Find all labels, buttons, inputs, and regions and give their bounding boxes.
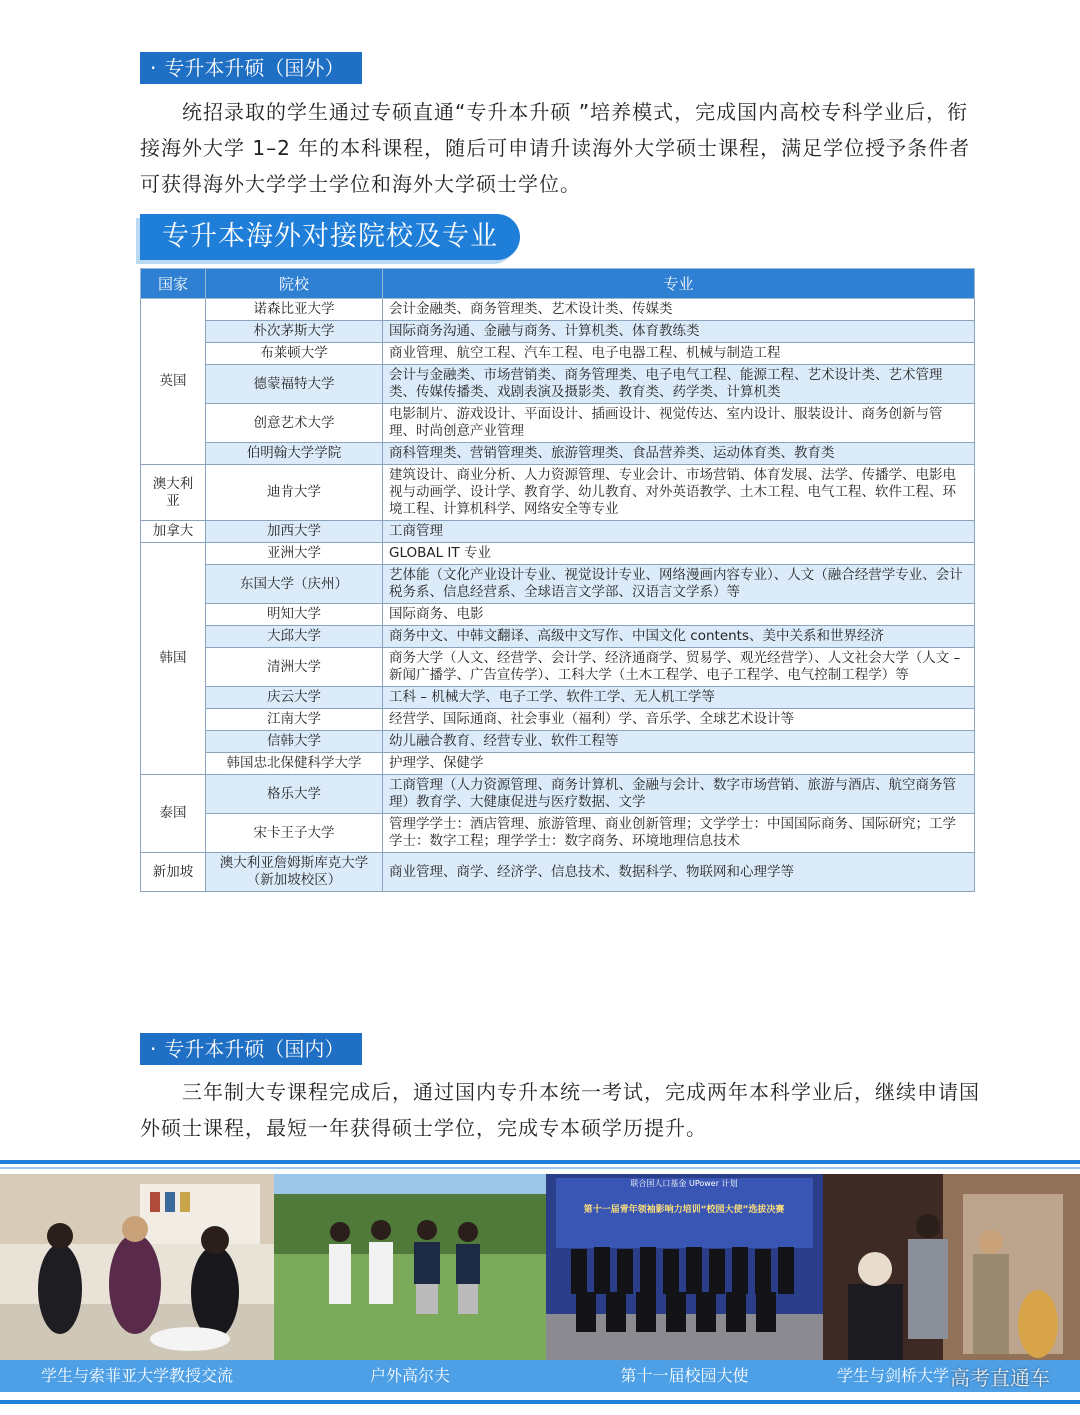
partner-schools-table xyxy=(140,268,975,892)
table-row xyxy=(141,443,975,465)
table-row xyxy=(141,687,975,709)
country-cell: 英国 xyxy=(141,299,206,465)
divider xyxy=(0,1160,1080,1164)
school-cell: 庆云大学 xyxy=(206,687,383,709)
section-tag-overseas xyxy=(140,52,362,84)
school-cell: 创意艺术大学 xyxy=(206,404,383,443)
school-cell: 加西大学 xyxy=(206,521,383,543)
major-cell: 护理学、保健学 xyxy=(383,753,975,775)
table-row xyxy=(141,321,975,343)
school-cell: 信韩大学 xyxy=(206,731,383,753)
bullet-icon: · xyxy=(150,56,157,80)
major-cell: 商科管理类、营销管理类、旅游管理类、食品营养类、运动体育类、教育类 xyxy=(383,443,975,465)
photo-professor-exchange xyxy=(0,1174,274,1360)
photo-strip xyxy=(0,1174,1080,1360)
table-row xyxy=(141,775,975,814)
watermark: 高考直通车 xyxy=(950,1366,1050,1390)
photo-caption: 第十一届校园大使 xyxy=(620,1366,749,1385)
country-cell: 韩国 xyxy=(141,543,206,775)
school-cell: 澳大利亚詹姆斯库克大学（新加坡校区） xyxy=(206,853,383,892)
table-row xyxy=(141,343,975,365)
photo-caption: 学生与索菲亚大学教授交流 xyxy=(40,1366,233,1385)
table-row xyxy=(141,543,975,565)
table-row xyxy=(141,365,975,404)
major-cell: 工科 – 机械大学、电子工学、软件工学、无人机工学等 xyxy=(383,687,975,709)
photo-campus-ambassador xyxy=(546,1174,823,1360)
intro-paragraph-domestic: 三年制大专课程完成后，通过国内专升本统一考试，完成两年本科学业后，继续申请国外硕士课程，最短一年获得硕士学位，完成专本硕学历提升。 xyxy=(140,1080,980,1140)
table-row xyxy=(141,565,975,604)
school-cell: 大邱大学 xyxy=(206,626,383,648)
table-row xyxy=(141,753,975,775)
header-major: 专业 xyxy=(383,269,975,299)
school-cell: 宋卡王子大学 xyxy=(206,814,383,853)
school-cell: 韩国忠北保健科学大学 xyxy=(206,753,383,775)
table-row xyxy=(141,404,975,443)
divider xyxy=(0,1167,1080,1169)
major-cell: 工商管理（人力资源管理、商务计算机、金融与会计、数字市场营销、旅游与酒店、航空商务管理）教育学、大健康促进与医疗数据、文学 xyxy=(383,775,975,814)
school-cell: 明知大学 xyxy=(206,604,383,626)
school-cell: 东国大学（庆州） xyxy=(206,565,383,604)
school-cell: 格乐大学 xyxy=(206,775,383,814)
table-row xyxy=(141,465,975,521)
photo-caption: 户外高尔夫 xyxy=(369,1366,450,1385)
photo-cambridge-museum xyxy=(823,1174,1080,1360)
section-tag-label: 专升本升硕（国内） xyxy=(164,1037,345,1061)
school-cell: 德蒙福特大学 xyxy=(206,365,383,404)
major-cell: 建筑设计、商业分析、人力资源管理、专业会计、市场营销、体育发展、法学、传播学、电影电视与动画学、设计学、教育学、幼儿教育、对外英语教学、土木工程、电气工程、软件工程、环境工程、计算机科学、网络安全等专业 xyxy=(383,465,975,521)
divider xyxy=(0,1400,1080,1404)
table-header-row xyxy=(141,269,975,299)
photo-outdoor-golf xyxy=(274,1174,546,1360)
table-row xyxy=(141,604,975,626)
major-cell: 商业管理、商学、经济学、信息技术、数据科学、物联网和心理学等 xyxy=(383,853,975,892)
major-cell: 会计金融类、商务管理类、艺术设计类、传媒类 xyxy=(383,299,975,321)
photo-caption: 学生与剑桥大学 xyxy=(837,1366,950,1385)
major-cell: 幼儿融合教育、经营专业、软件工程等 xyxy=(383,731,975,753)
table-row xyxy=(141,731,975,753)
school-cell: 亚洲大学 xyxy=(206,543,383,565)
country-cell: 新加坡 xyxy=(141,853,206,892)
photo3-banner-line2: 第十一届青年领袖影响力培训“校园大使”选拔决赛 xyxy=(583,1205,785,1215)
table-row xyxy=(141,521,975,543)
table-row xyxy=(141,648,975,687)
major-cell: 艺体能（文化产业设计专业、视觉设计专业、网络漫画内容专业）、人文（融合经营学专业、会计税务系、信息经营系、全球语言文学部、汉语言文学系）等 xyxy=(383,565,975,604)
major-cell: GLOBAL IT 专业 xyxy=(383,543,975,565)
major-cell: 工商管理 xyxy=(383,521,975,543)
major-cell: 会计与金融类、市场营销类、商务管理类、电子电气工程、能源工程、艺术设计类、艺术管理类、传媒传播类、戏剧表演及摄影类、教育类、药学类、计算机类 xyxy=(383,365,975,404)
table-row xyxy=(141,299,975,321)
bullet-icon: · xyxy=(150,1037,157,1061)
section-banner: 专升本海外对接院校及专业 xyxy=(140,214,520,260)
major-cell: 商业管理、航空工程、汽车工程、电子电器工程、机械与制造工程 xyxy=(383,343,975,365)
section-tag-domestic xyxy=(140,1033,362,1065)
table-row xyxy=(141,626,975,648)
major-cell: 经营学、国际通商、社会事业（福利）学、音乐学、全球艺术设计等 xyxy=(383,709,975,731)
country-cell: 加拿大 xyxy=(141,521,206,543)
header-country: 国家 xyxy=(141,269,206,299)
school-cell: 布莱顿大学 xyxy=(206,343,383,365)
major-cell: 商务大学（人文、经营学、会计学、经济通商学、贸易学、观光经营学）、人文社会大学（人文 – 新闻广播学、广告宣传学）、工科大学（土木工程学、电子工程学、电气控制工程学）等 xyxy=(383,648,975,687)
section-tag-label: 专升本升硕（国外） xyxy=(164,56,345,80)
school-cell: 伯明翰大学学院 xyxy=(206,443,383,465)
country-cell: 澳大利亚 xyxy=(141,465,206,521)
school-cell: 诺森比亚大学 xyxy=(206,299,383,321)
photo-captions-bar xyxy=(0,1360,1080,1392)
school-cell: 江南大学 xyxy=(206,709,383,731)
header-school: 院校 xyxy=(206,269,383,299)
table-row xyxy=(141,709,975,731)
table-row xyxy=(141,814,975,853)
major-cell: 商务中文、中韩文翻译、高级中文写作、中国文化 contents、美中关系和世界经济 xyxy=(383,626,975,648)
school-cell: 朴次茅斯大学 xyxy=(206,321,383,343)
intro-paragraph-overseas: 统招录取的学生通过专硕直通“专升本升硕 ”培养模式，完成国内高校专科学业后，衔接海外大学 1–2 年的本科课程，随后可申请升读海外大学硕士课程，满足学位授予条件者可获得海外大学学士学位和海外大学硕士学位。 xyxy=(140,100,971,196)
photo3-banner-line1: 联合国人口基金 UPower 计划 xyxy=(630,1179,738,1188)
major-cell: 国际商务、电影 xyxy=(383,604,975,626)
school-cell: 清洲大学 xyxy=(206,648,383,687)
major-cell: 电影制片、游戏设计、平面设计、插画设计、视觉传达、室内设计、服装设计、商务创新与管理、时尚创意产业管理 xyxy=(383,404,975,443)
country-cell: 泰国 xyxy=(141,775,206,853)
school-cell: 迪肯大学 xyxy=(206,465,383,521)
table-row xyxy=(141,853,975,892)
major-cell: 国际商务沟通、金融与商务、计算机类、体育教练类 xyxy=(383,321,975,343)
major-cell: 管理学学士：酒店管理、旅游管理、商业创新管理；文学学士：中国国际商务、国际研究；工学学士：数字工程；理学学士：数字商务、环境地理信息技术 xyxy=(383,814,975,853)
